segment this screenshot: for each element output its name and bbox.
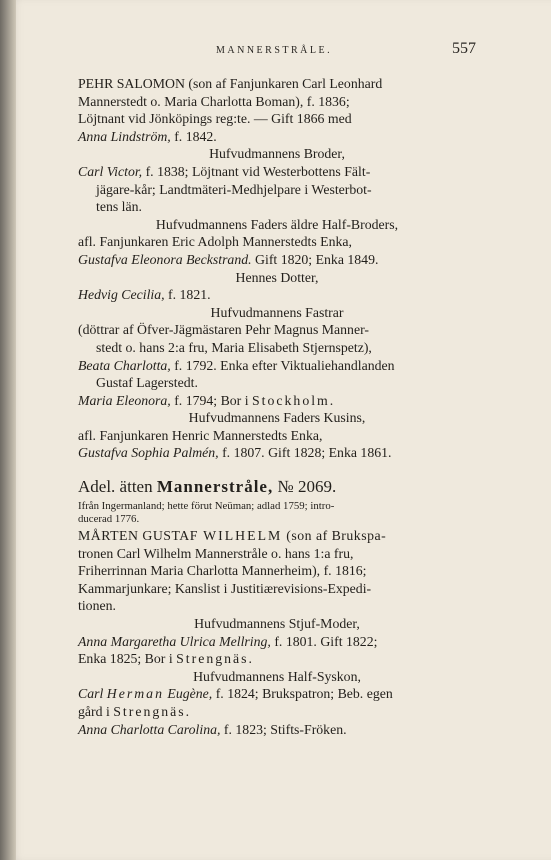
person-name: Maria Eleonora, (78, 392, 171, 408)
entry-stepmother (78, 633, 476, 668)
entry-line: Friherrinnan Maria Charlotta Mannerheim), f. 1816; (78, 563, 367, 579)
entry-line (78, 703, 476, 721)
entry-widow-palmen (78, 427, 476, 462)
person-name: Anna Charlotta Carolina, (78, 721, 221, 737)
entry-line (78, 527, 476, 545)
entry-line: afl. Fanjunkaren Eric Adolph Mannerstedts Enka, (78, 234, 352, 250)
person-name: Anna Margaretha Ulrica Mellring, (78, 633, 271, 649)
entry-line (78, 163, 476, 181)
running-title: MANNERSTRÅLE. (216, 45, 333, 56)
place-name: Stockholm. (252, 392, 336, 408)
entry-line (78, 286, 476, 304)
entry-line: PEHR SALOMON (son af Fanjunkaren Carl Leonhard (78, 76, 383, 91)
entry-line: Löjtnant vid Jönköpings reg:te. — Gift 1866 med (78, 111, 352, 127)
entry-line: tionen. (78, 598, 116, 614)
person-name: Anna Lindström, (78, 128, 171, 144)
person-name: Carl (78, 686, 107, 702)
person-detail: f. 1824; Brukspatron; Beb. egen (212, 686, 393, 702)
entry-line (78, 685, 476, 703)
entry-half-siblings (78, 685, 476, 738)
entry-line (78, 128, 476, 146)
entry-line: Gustaf Lagerstedt. (96, 375, 198, 391)
person-detail: Enka 1825; Bor i (78, 651, 177, 667)
page-number: 557 (452, 40, 476, 57)
family-note (78, 500, 476, 525)
family-title (78, 476, 476, 498)
entry-line (78, 444, 476, 462)
place-name: Strengnäs. (113, 704, 192, 719)
person-name: MÅRTEN GUSTAF (78, 528, 198, 544)
person-detail: f. 1821. (164, 287, 211, 303)
entry-pehr-salomon (78, 75, 476, 145)
section-heading: Hennes Dotter, (235, 269, 319, 285)
place-name: Strengnäs. (176, 651, 254, 667)
person-name: Hedvig Cecilia, (78, 287, 165, 303)
section-heading: Hufvudmannens Fastrar (210, 304, 344, 320)
entry-line: jägare-kår; Landtmäteri-Medhjelpare i Westerbot- (96, 181, 372, 197)
page-header (76, 40, 476, 58)
entry-line: tronen Carl Wilhelm Mannerstråle o. hans 1:a fru, (78, 545, 354, 561)
person-detail: Gift 1820; Enka 1849. (251, 251, 379, 267)
family-section-mannerstrale (78, 476, 476, 525)
section-heading: Hufvudmannens Faders Kusins, (188, 410, 366, 426)
note-line: Ifrån Ingermanland; hette förut Neüman; adlad 1759; intro- (78, 500, 335, 513)
person-detail: f. 1792. Enka efter Viktualiehandlanden (170, 357, 395, 373)
entry-line: tens län. (96, 199, 142, 215)
person-detail: gård i (78, 704, 114, 719)
section-heading: Hufvudmannens Half-Syskon, (193, 668, 361, 684)
page-body (78, 75, 476, 738)
entry-line (78, 633, 476, 651)
entry-line (78, 392, 476, 410)
entry-line (78, 357, 476, 375)
entry-line: (döttrar af Öfver-Jägmästaren Pehr Magnus Manner- (78, 322, 369, 338)
book-gutter (0, 0, 16, 860)
section-heading: Hufvudmannens Faders äldre Half-Broders, (155, 216, 399, 232)
person-name: Gustafva Sophia Palmén, (78, 445, 219, 461)
family-number: № 2069. (273, 477, 337, 497)
entry-line: afl. Fanjunkaren Henric Mannerstedts Enka, (78, 427, 323, 443)
person-detail: f. 1842. (170, 128, 217, 144)
entry-line (78, 650, 476, 668)
person-name-spaced: Herman (106, 686, 164, 702)
person-detail: f. 1794; Bor i (170, 392, 252, 408)
section-heading: Hufvudmannens Broder, (209, 146, 345, 162)
person-name-spaced: WILHELM (197, 528, 283, 544)
person-detail: (son af Brukspa- (282, 528, 387, 544)
section-heading: Hufvudmannens Stjuf-Moder, (194, 616, 360, 632)
person-detail: f. 1838; Löjtnant vid Westerbottens Fält- (142, 163, 371, 179)
entry-hedvig-cecilia (78, 286, 476, 304)
person-name: Gustafva Eleonora Beckstrand. (78, 251, 252, 267)
entry-line: Mannerstedt o. Maria Charlotta Boman), f. 1836; (78, 93, 350, 109)
note-line: ducerad 1776. (78, 512, 140, 525)
entry-line (78, 721, 476, 739)
person-detail: f. 1807. Gift 1828; Enka 1861. (218, 445, 392, 461)
family-name: Mannerstråle, (156, 477, 274, 497)
person-name: Eugène, (163, 686, 213, 702)
family-title-prefix: Adel. ätten (78, 477, 157, 497)
person-name: Carl Victor, (78, 163, 143, 179)
entry-carl-victor (78, 163, 476, 216)
entry-marten-gustaf (78, 527, 476, 615)
entry-line: stedt o. hans 2:a fru, Maria Elisabeth Stjernspetz), (96, 339, 372, 355)
entry-line (78, 251, 476, 269)
person-detail: f. 1823; Stifts-Fröken. (220, 721, 347, 737)
person-detail: f. 1801. Gift 1822; (270, 633, 378, 649)
person-name: Beata Charlotta, (78, 357, 171, 373)
entry-widow-beckstrand (78, 233, 476, 268)
entry-aunts (78, 321, 476, 409)
entry-line: Kammarjunkare; Kanslist i Justitiærevisions-Expedi- (78, 580, 372, 596)
